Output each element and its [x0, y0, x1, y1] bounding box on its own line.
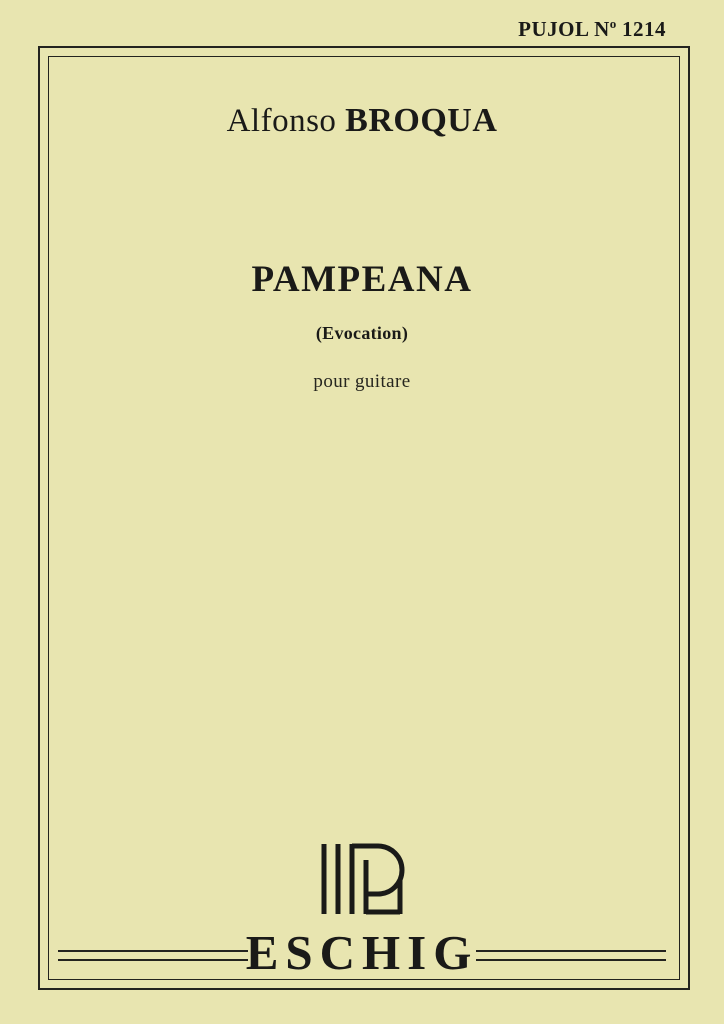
publisher-name: ESCHIG [245, 925, 479, 980]
catalog-number-prefix: PUJOL N [518, 17, 610, 41]
catalog-number [518, 16, 666, 42]
work-subtitle: (Evocation) [315, 323, 409, 343]
composer-surname: BROQUA [345, 102, 498, 139]
work-title: PAMPEANA [251, 259, 473, 300]
eschig-monogram-icon [316, 840, 408, 918]
composer-first-name: Alfonso [226, 103, 346, 139]
composer-name [0, 102, 724, 140]
title-block [0, 102, 724, 393]
publisher-block [0, 840, 724, 986]
catalog-number-value: 1214 [622, 17, 666, 41]
instrumentation-label: pour guitare [313, 371, 411, 392]
catalog-number-superscript: o [609, 16, 617, 31]
publisher-wordmark-row [0, 924, 724, 986]
